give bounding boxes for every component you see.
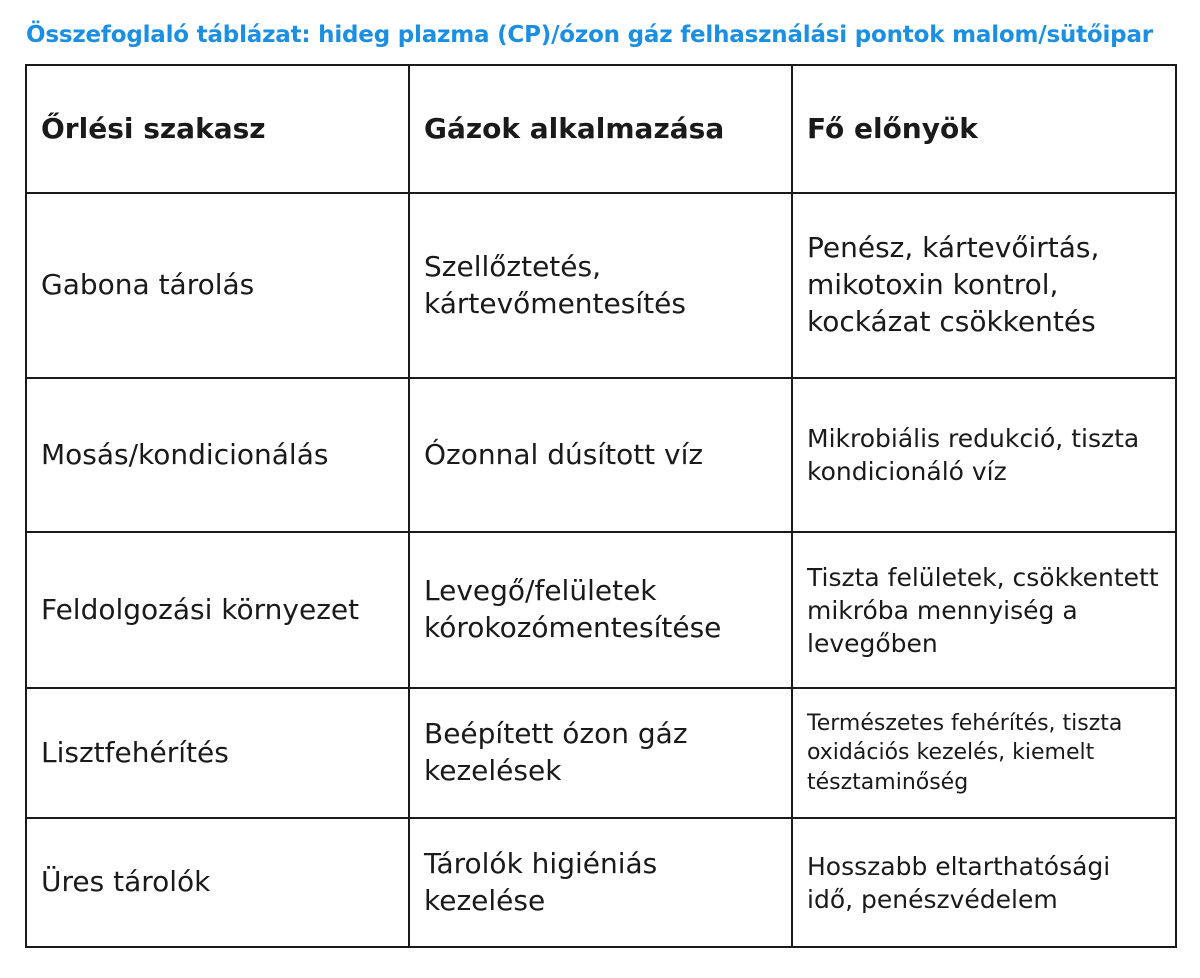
header-benefits: Fő előnyök: [792, 65, 1176, 193]
application-cell: Szellőztetés, kártevőmentesítés: [409, 193, 792, 378]
benefits-cell: Természetes fehérítés, tiszta oxidációs kezelés, kiemelt tésztaminőség: [792, 688, 1176, 818]
application-cell: Beépített ózon gáz kezelések: [409, 688, 792, 818]
stage-cell: Feldolgozási környezet: [26, 532, 409, 688]
application-cell: Tárolók higiéniás kezelése: [409, 818, 792, 947]
application-cell: Levegő/felületek kórokozómentesítése: [409, 532, 792, 688]
stage-cell: Üres tárolók: [26, 818, 409, 947]
application-cell: Ózonnal dúsított víz: [409, 378, 792, 532]
benefits-cell: Tiszta felületek, csökkentett mikróba mennyiség a levegőben: [792, 532, 1176, 688]
stage-cell: Gabona tárolás: [26, 193, 409, 378]
benefits-cell: Hosszabb eltarthatósági idő, penészvédelem: [792, 818, 1176, 947]
table-row: [26, 378, 1176, 532]
summary-table: [25, 64, 1177, 948]
table-row: [26, 532, 1176, 688]
header-stage: Őrlési szakasz: [26, 65, 409, 193]
benefits-cell: Penész, kártevőirtás, mikotoxin kontrol, kockázat csökkentés: [792, 193, 1176, 378]
table-row: [26, 193, 1176, 378]
stage-cell: Mosás/kondicionálás: [26, 378, 409, 532]
benefits-cell: Mikrobiális redukció, tiszta kondicionáló víz: [792, 378, 1176, 532]
table-row: [26, 818, 1176, 947]
stage-cell: Lisztfehérítés: [26, 688, 409, 818]
page-title: Összefoglaló táblázat: hideg plazma (CP)/ózon gáz felhasználási pontok malom/sütőipar: [26, 22, 1153, 48]
header-application: Gázok alkalmazása: [409, 65, 792, 193]
table-row: [26, 688, 1176, 818]
table-header-row: [26, 65, 1176, 193]
